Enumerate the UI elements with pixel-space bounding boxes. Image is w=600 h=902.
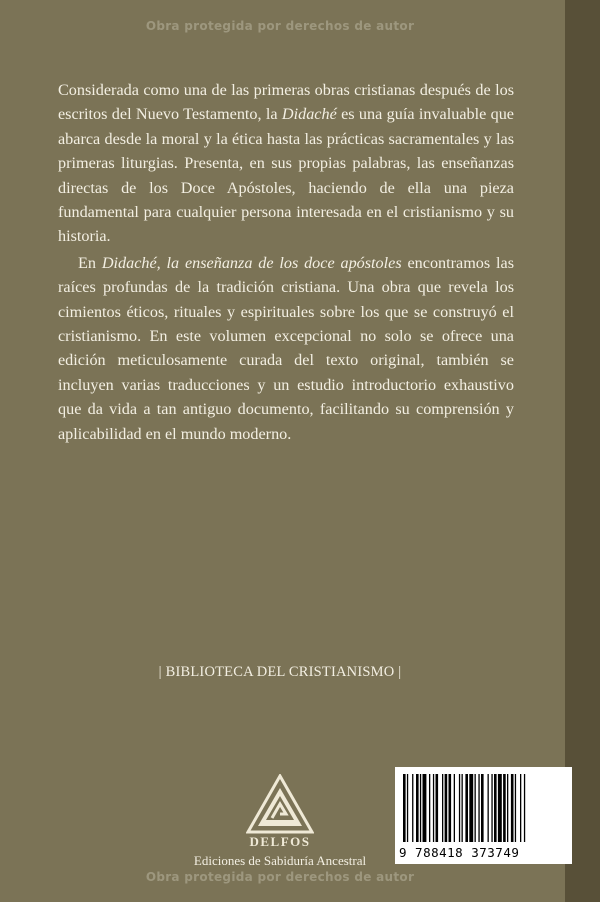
barcode-bar	[511, 774, 514, 842]
barcode-bar	[420, 774, 421, 842]
barcode-bar	[436, 774, 439, 842]
barcode-bar	[454, 774, 455, 842]
barcode-bar	[478, 774, 479, 842]
delfos-triangle-logo-icon	[246, 774, 314, 834]
barcode-bar	[407, 774, 408, 842]
barcode-bar	[465, 774, 468, 842]
barcode-bar	[503, 774, 506, 842]
title-italic: Didaché	[281, 105, 337, 124]
barcode-bar	[520, 774, 521, 842]
barcode-bar	[469, 774, 473, 842]
barcode-bar	[423, 774, 427, 842]
barcode-bar	[498, 774, 502, 842]
barcode-bar	[491, 774, 492, 842]
barcode-bar	[416, 774, 419, 842]
publisher-imprint: Ediciones de Sabiduría Ancestral	[193, 853, 367, 868]
publisher-brand: DELFOS	[249, 834, 311, 849]
barcode-bar	[442, 774, 443, 842]
barcode-bar	[445, 774, 448, 842]
barcode-bar	[449, 774, 452, 842]
barcode-bar	[488, 774, 489, 842]
barcode-bar	[459, 774, 460, 842]
barcode-bar	[462, 774, 463, 842]
barcode-bar	[481, 774, 484, 842]
barcode-bar	[433, 774, 434, 842]
blurb-paragraph-2: En Didaché, la enseñanza de los doce apóstoles encontramos las raíces profundas de la tradición cristiana. Una obra que revela los cimientos éticos, rituales y espirituales sobre los que se construyó el cristianismo. En este volumen excepcional no solo se ofrece una edición meticulosamente curada del texto original, también se incluyen varias traducciones y un estudio introductorio exhaustivo que da vida a tan antiguo documento, facilitando su comprensión y aplicabilidad en el mundo moderno.	[58, 253, 515, 443]
barcode-bar	[494, 774, 497, 842]
watermark-bottom: Obra protegida por derechos de autor	[145, 870, 415, 884]
isbn-barcode-icon	[403, 774, 563, 844]
back-cover-blurb	[58, 78, 514, 446]
barcode-bar	[524, 774, 525, 842]
isbn-digits: 9 788418 373749	[399, 845, 520, 860]
barcode-bar	[403, 774, 406, 842]
barcode-bar	[412, 774, 413, 842]
barcode-bar	[515, 774, 516, 842]
barcode-bar	[429, 774, 430, 842]
watermark-top: Obra protegida por derechos de autor	[145, 19, 415, 33]
blurb-paragraph-1: Considerada como una de las primeras obras cristianas después de los escritos del Nuevo Testamento, la Didaché es una guía invaluable que abarca desde la moral y la ética hasta las prácticas sacramentales y las primeras liturgias. Presenta, en sus propias palabras, las enseñanzas directas de los Doce Apóstoles, haciendo de ella una pieza fundamental para cualquier persona interesada en el cristianismo y su historia.	[58, 81, 514, 246]
series-name: | BIBLIOTECA DEL CRISTIANISMO |	[158, 664, 402, 680]
full-title-italic: Didaché, la enseñanza de los doce apóstoles	[101, 253, 402, 272]
barcode-bar	[475, 774, 476, 842]
isbn-barcode	[395, 767, 572, 864]
barcode-bar	[507, 774, 508, 842]
